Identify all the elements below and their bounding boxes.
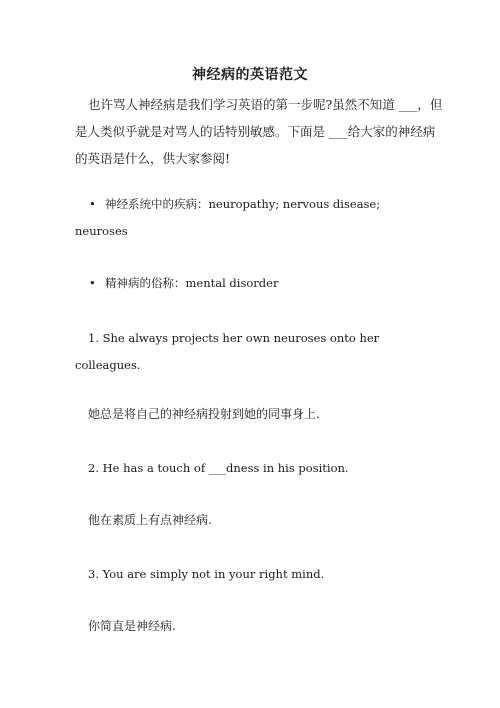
bullet-marker: • xyxy=(89,276,96,290)
bullet-text-continuation: neuroses xyxy=(75,224,128,238)
intro-line: 也许骂人神经病是我们学习英语的第一步呢?虽然不知道 ___，但 xyxy=(88,97,443,112)
example-chinese: 他在素质上有点神经病. xyxy=(88,513,212,527)
example-english: 2. He has a touch of ___dness in his position. xyxy=(88,461,349,475)
example-english: 1. She always projects her own neuroses onto her xyxy=(88,331,380,345)
bullet-marker: • xyxy=(89,197,96,211)
example-chinese: 她总是将自己的神经病投射到她的同事身上. xyxy=(88,407,320,421)
page-title: 神经病的英语范文 xyxy=(192,67,308,83)
example-chinese: 你简直是神经病. xyxy=(88,619,176,633)
bullet-item xyxy=(75,270,435,297)
bullet-item xyxy=(75,191,435,245)
example-english-continuation: colleagues. xyxy=(75,358,141,372)
example-sentence xyxy=(75,325,435,379)
example-sentence xyxy=(75,455,435,482)
example-english: 3. You are simply not in your right mind. xyxy=(88,567,325,581)
bullet-text: 精神病的俗称：mental disorder xyxy=(105,276,279,290)
intro-paragraph xyxy=(75,91,443,172)
example-sentence xyxy=(75,561,435,588)
bullet-text: 神经系统中的疾病：neuropathy; nervous disease; xyxy=(105,197,381,211)
intro-line: 是人类似乎就是对骂人的话特别敏感。下面是 ___给大家的神经病 xyxy=(75,124,436,139)
intro-line: 的英语是什么，供大家参阅! xyxy=(75,151,231,166)
